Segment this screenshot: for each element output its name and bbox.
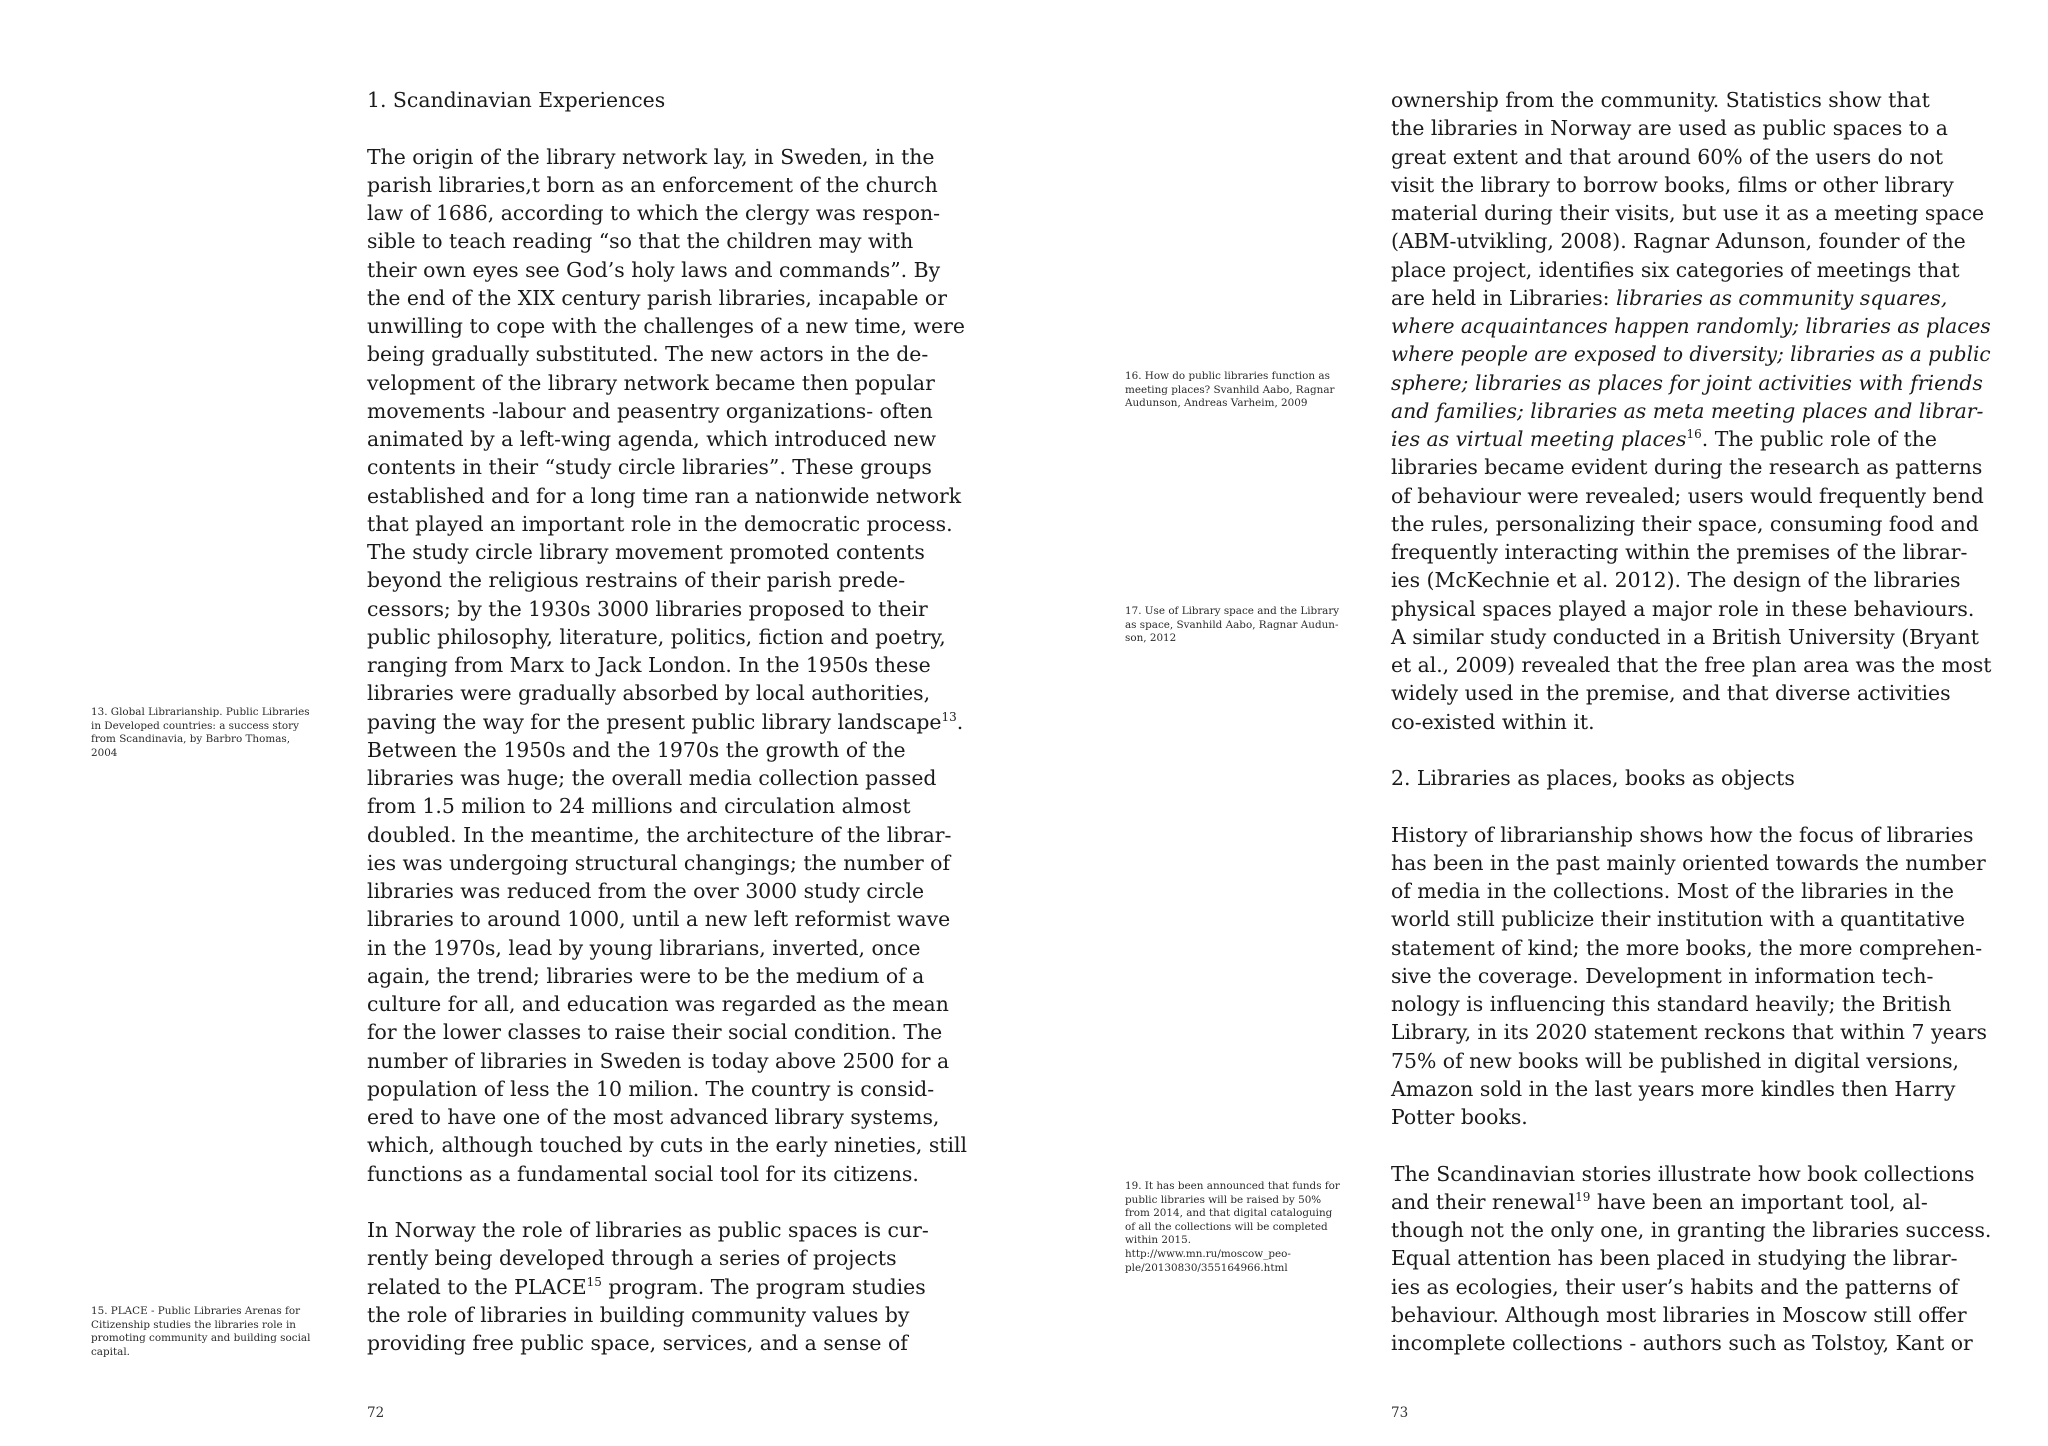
text-line: of media in the collections. Most of the libraries in the <box>1391 879 1954 903</box>
paragraph-sweden <box>367 143 967 1188</box>
text-line: Potter books. <box>1391 1105 1528 1129</box>
text-line: libraries was huge; the overall media collection passed <box>367 766 937 790</box>
text-line: of behaviour were revealed; users would frequently bend <box>1391 483 1984 508</box>
text-line: public philosophy, literature, politics, fiction and poetry, <box>367 624 946 649</box>
italic-line: where people are exposed to diversity; libraries as a public <box>1391 342 1991 367</box>
text-line: being gradually substituted. The new actors in the de- <box>367 342 929 367</box>
text-line: visit the library to borrow books, films or other library <box>1391 172 1954 197</box>
text-line: libraries became evident during the research as patterns <box>1391 455 1983 480</box>
text-line: population of less the 10 milion. The country is consid- <box>367 1076 935 1101</box>
footnote-ref-16: 16 <box>1686 427 1702 442</box>
text-line: great extent and that around 60% of the users do not <box>1391 144 1944 169</box>
text-line: frequently interacting within the premises of the librar- <box>1391 540 1968 564</box>
text-line: are held in Libraries: libraries as community squares, <box>1391 285 1948 310</box>
text-line: incomplete collections - authors such as Tolstoy, Kant or <box>1391 1331 1973 1355</box>
text-line: world still publicize their institution with a quantitative <box>1391 907 1965 932</box>
text-line: related to the PLACE$^{15}$ program. The program studies <box>367 1274 926 1299</box>
text-line: for the lower classes to raise their social condition. The <box>367 1020 943 1045</box>
footnote-line: promoting community and building social <box>91 1332 311 1345</box>
text-line: again, the trend; libraries were to be the medium of a <box>367 963 925 988</box>
footnote-line: Audunson, Andreas Varheim, 2009 <box>1125 397 1308 410</box>
text-line: functions as a fundamental social tool for its citizens. <box>367 1161 919 1186</box>
footnote-line: from Scandinavia, by Barbro Thomas, <box>91 733 291 746</box>
text-line: sible to teach reading “so that the children may with <box>367 229 914 254</box>
text-line: libraries was reduced from the over 3000 study circle <box>367 879 925 903</box>
footnote-line: from 2014, and that digital cataloguing <box>1125 1207 1333 1220</box>
text-line: widely used in the premise, and that diverse activities <box>1391 681 1951 706</box>
text-line: established and for a long time ran a nationwide network <box>367 483 962 508</box>
right-page <box>1024 0 2048 1446</box>
text-line: History of librarianship shows how the focus of libraries <box>1391 822 1974 847</box>
text-line: in the 1970s, lead by young librarians, inverted, once <box>367 935 921 960</box>
footnote-line: Citizenship studies the libraries role in <box>91 1318 296 1331</box>
footnote-line: capital. <box>91 1345 130 1358</box>
text-line: which, although touched by cuts in the early nineties, still <box>367 1133 967 1158</box>
paragraph-norway <box>367 1216 967 1357</box>
text-line: Between the 1950s and the 1970s the growth of the <box>367 737 906 762</box>
text-line: ies (McKechnie et al. 2012). The design of the libraries <box>1391 568 1961 593</box>
text-line: et al., 2009) revealed that the free plan area was the most <box>1391 653 1992 677</box>
text-line: number of libraries in Sweden is today above 2500 for a <box>367 1048 950 1073</box>
italic-line: and families; libraries as meta meeting places and librar- <box>1391 398 1984 423</box>
text-line: velopment of the library network became then popular <box>367 370 935 395</box>
footnote-line: 13. Global Librarianship. Public Libraries <box>91 706 310 718</box>
text-line: parish libraries,t born as an enforcement of the church <box>367 172 938 197</box>
text-line: 75% of new books will be published in digital versions, <box>1391 1048 1960 1073</box>
text-line: paving the way for the present public library landscape$^{13}$. <box>367 709 964 734</box>
text-line: Amazon sold in the last years more kindles then Harry <box>1391 1076 1956 1101</box>
text-line: physical spaces played a major role in these behaviours. <box>1391 596 1975 621</box>
text-line: Library, in its 2020 statement reckons that within 7 years <box>1391 1020 1987 1045</box>
left-body-text <box>367 86 967 1357</box>
paragraph-scandinavian-stories <box>1391 1160 1991 1358</box>
text-line: ered to have one of the most advanced library systems, <box>367 1105 940 1129</box>
footnote-line: 15. PLACE - Public Libraries Arenas for <box>91 1305 301 1317</box>
footnote-19 <box>1125 1180 1370 1275</box>
text-line: (ABM-utvikling, 2008). Ragnar Adunson, founder of the <box>1391 229 1966 254</box>
text-line: nology is influencing this standard heavily; the British <box>1391 992 1952 1016</box>
footnote-ref-19: 19 <box>1575 1189 1591 1204</box>
footnote-17 <box>1125 605 1370 646</box>
text-line: beyond the religious restrains of their parish prede- <box>367 568 906 593</box>
text-line: and their renewal$^{19}$ have been an important tool, al- <box>1391 1189 1928 1214</box>
footnote-line: within 2015. <box>1125 1234 1192 1247</box>
text-line: law of 1686, according to which the clergy was respon- <box>367 201 940 225</box>
footnote-line: son, 2012 <box>1125 632 1177 645</box>
text-line: unwilling to cope with the challenges of a new time, were <box>367 314 965 338</box>
text-line: the rules, personalizing their space, consuming food and <box>1391 511 1979 536</box>
paragraph-norway-continued <box>1391 86 1991 736</box>
text-line: statement of kind; the more books, the more comprehen- <box>1391 935 1983 960</box>
footnote-line: 2004 <box>91 746 118 759</box>
footnote-line: 17. Use of Library space and the Library <box>1125 605 1340 617</box>
text-line: behaviour. Although most libraries in Moscow still offer <box>1391 1302 1967 1327</box>
text-line: co-existed within it. <box>1391 709 1595 734</box>
footnote-line: 16. How do public libraries function as <box>1125 370 1330 382</box>
text-line: though not the only one, in granting the libraries success. <box>1391 1218 1992 1242</box>
text-line: the end of the XIX century parish libraries, incapable or <box>367 285 947 310</box>
page-number: 73 <box>1391 1405 1409 1421</box>
text-line: animated by a left-wing agenda, which introduced new <box>367 427 937 451</box>
section-title: 1. Scandinavian Experiences <box>367 88 666 112</box>
text-line: from 1.5 milion to 24 millions and circulation almost <box>367 794 911 819</box>
text-line: The study circle library movement promoted contents <box>367 540 925 564</box>
text-line: libraries were gradually absorbed by local authorities, <box>367 681 931 706</box>
text-line: ownership from the community. Statistics show that <box>1391 88 1930 112</box>
footnote-line: ple/20130830/355164966.html <box>1125 1261 1288 1274</box>
text-line: movements -labour and peasentry organizations- often <box>367 398 933 423</box>
footnote-line: as space, Svanhild Aabo, Ragnar Audun- <box>1125 618 1339 631</box>
text-line: In Norway the role of libraries as public spaces is cur- <box>367 1218 929 1242</box>
footnote-ref-13: 13 <box>941 709 957 724</box>
text-line: ies as virtual meeting places$^{16}$. The public role of the <box>1391 427 1937 451</box>
text-line: place project, identifies six categories of meetings that <box>1391 257 1960 282</box>
text-line: providing free public space, services, and a sense of <box>367 1331 908 1355</box>
footnote-13 <box>91 706 336 760</box>
footnote-line: http://www.mn.ru/moscow_peo- <box>1125 1247 1291 1260</box>
text-line: has been in the past mainly oriented towards the number <box>1391 850 1986 875</box>
text-line: doubled. In the meantime, the architecture of the librar- <box>367 822 952 847</box>
footnote-15 <box>91 1305 336 1359</box>
text-line: the role of libraries in building community values by <box>367 1302 910 1327</box>
footnote-line: in Developed countries: a success story <box>91 719 299 732</box>
footnote-16 <box>1125 370 1370 411</box>
text-line: their own eyes see God’s holy laws and commands”. By <box>367 257 941 282</box>
section-title: 2. Libraries as places, books as objects <box>1391 766 1795 790</box>
footnote-line: 19. It has been announced that funds for <box>1125 1180 1340 1192</box>
text-line: that played an important role in the democratic process. <box>367 511 953 536</box>
text-line: culture for all, and education was regarded as the mean <box>367 992 949 1016</box>
footnote-line: meeting places? Svanhild Aabo, Ragnar <box>1125 383 1335 396</box>
text-line: the libraries in Norway are used as public spaces to a <box>1391 116 1948 141</box>
footnote-ref-15: 15 <box>586 1274 602 1289</box>
page-number: 72 <box>367 1405 385 1421</box>
text-line: sive the coverage. Development in information tech- <box>1391 963 1934 988</box>
footnote-line: of all the collections will be completed <box>1125 1220 1328 1233</box>
text-line: The origin of the library network lay, in Sweden, in the <box>367 144 935 169</box>
italic-line: where acquaintances happen randomly; libraries as places <box>1391 314 1991 338</box>
text-line: ranging from Marx to Jack London. In the 1950s these <box>367 653 931 677</box>
text-line: material during their visits, but use it as a meeting space <box>1391 201 1985 225</box>
right-body-text <box>1391 86 1991 1357</box>
text-line: A similar study conducted in a British University (Bryant <box>1391 624 1979 649</box>
text-line: rently being developed through a series of projects <box>367 1246 897 1271</box>
text-line: libraries to around 1000, until a new left reformist wave <box>367 907 951 932</box>
text-line: ies as ecologies, their user’s habits and the patterns of <box>1391 1274 1959 1299</box>
text-line: ies was undergoing structural changings; the number of <box>367 850 950 875</box>
text-line: contents in their “study circle libraries”. These groups <box>367 455 932 480</box>
text-line: cessors; by the 1930s 3000 libraries proposed to their <box>367 596 928 621</box>
paragraph-librarianship <box>1391 821 1991 1132</box>
text-line: The Scandinavian stories illustrate how book collections <box>1391 1161 1975 1186</box>
italic-line: sphere; libraries as places for joint activities with friends <box>1391 370 1983 395</box>
text-line: Equal attention has been placed in studying the librar- <box>1391 1246 1958 1271</box>
footnote-line: public libraries will be raised by 50% <box>1125 1193 1322 1206</box>
